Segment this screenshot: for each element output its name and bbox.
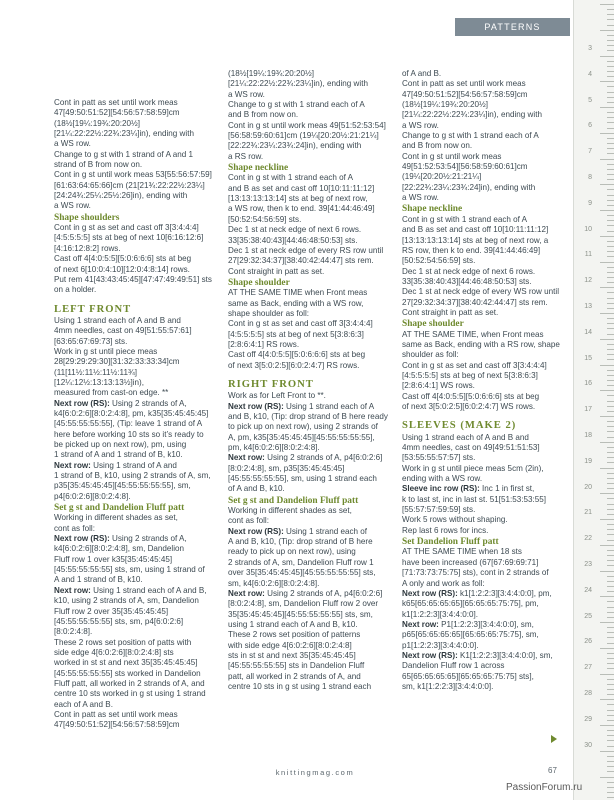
ruler-tick xyxy=(607,560,614,561)
ruler-tick xyxy=(607,9,614,10)
subheading: Shape neckline xyxy=(228,163,289,174)
paragraph: of A and B. xyxy=(402,69,442,78)
ruler-tick xyxy=(600,571,614,572)
row-text: Using 2 strands of A, p4[6:0:2:6] [8:0:2:4:8], sm, p35[35:45:45:45] [45:55:55:55:55], sm, using 1 strand each of A and B, k10. xyxy=(228,453,383,494)
column-2 xyxy=(228,69,394,692)
row-text: Inc 1 in first st, k to last st, inc in last st. 51[51:53:53:55] [55:57:57:59:59] sts. xyxy=(402,484,546,515)
instruction-row xyxy=(402,651,568,692)
ruler-tick xyxy=(607,267,614,268)
ruler-tick xyxy=(607,138,614,139)
section-heading: LEFT FRONT xyxy=(54,303,132,315)
paragraph: Dec 1 st at neck edge of next 6 rows. 33[35:38:40:43][44:46:48:50:53] sts. xyxy=(228,225,362,245)
ruler-number: 13 xyxy=(584,303,592,310)
paragraph: Working in different shades as set, cont as foll: xyxy=(228,506,352,526)
ruler-tick xyxy=(600,493,614,494)
instruction-row xyxy=(228,402,394,454)
row-label: Next row: xyxy=(54,460,91,470)
section-heading: RIGHT FRONT xyxy=(228,378,314,390)
row-label: Next row: xyxy=(402,619,439,629)
paragraph: Cont straight in patt as set. xyxy=(402,307,499,317)
ruler-tick xyxy=(607,576,614,577)
instruction-row xyxy=(54,461,220,502)
ruler-tick xyxy=(607,220,614,221)
ruler-tick xyxy=(600,365,614,366)
instruction-row xyxy=(402,589,568,620)
instruction-row xyxy=(54,399,220,461)
paragraph: AT THE SAME TIME when Front meas same as Back, ending with a WS row, shape shoulder as foll: xyxy=(228,288,368,318)
row-label: Next row (RS): xyxy=(54,398,110,408)
row-label: Sleeve inc row (RS): xyxy=(402,484,480,494)
ruler-tick xyxy=(607,421,614,422)
ruler-number: 8 xyxy=(588,174,592,181)
ruler-number: 4 xyxy=(588,70,592,78)
ruler-tick xyxy=(607,14,614,15)
ruler-number: 14 xyxy=(584,328,592,336)
paragraph: AT THE SAME TIME when 18 sts have been increased (67[67:69:69:71] [71:73:73:75:75] sts), cont in 2 strands of A only and work as foll: xyxy=(402,547,549,588)
ruler-tick xyxy=(607,40,614,41)
subheading: Shape neckline xyxy=(402,204,463,215)
ruler-tick xyxy=(607,318,614,319)
ruler-tick xyxy=(607,756,614,757)
ruler-number: 15 xyxy=(584,354,592,362)
ruler-tick xyxy=(607,462,614,463)
paragraph: Working in different shades as set, cont as foll: xyxy=(54,513,178,533)
ruler-tick xyxy=(607,668,614,669)
continue-arrow-icon xyxy=(551,735,557,743)
ruler-tick xyxy=(607,169,614,170)
ruler-tick xyxy=(607,35,614,36)
instruction-row xyxy=(228,527,394,589)
subheading: Set Dandelion Fluff patt xyxy=(402,537,499,548)
ruler-tick xyxy=(607,256,614,257)
ruler-tick xyxy=(607,143,614,144)
ruler-tick xyxy=(607,797,614,798)
ruler-tick xyxy=(600,725,614,726)
ruler-tick xyxy=(600,236,614,237)
ruler-tick xyxy=(607,395,614,396)
ruler-tick xyxy=(607,375,614,376)
ruler-tick xyxy=(600,210,614,211)
row-label: Next row (RS): xyxy=(228,526,284,536)
ruler-tick xyxy=(600,390,614,391)
ruler-number: 29 xyxy=(584,715,592,723)
ruler-tick xyxy=(600,519,614,520)
ruler-number: 24 xyxy=(584,586,592,594)
section-heading: SLEEVES (MAKE 2) xyxy=(402,420,517,432)
paragraph: Cast off 4[4:0:5:5][5:0:6:6:6] sts at beg of next 3[5:0:2:5][6:0:2:4:7] RS rows. xyxy=(228,350,366,370)
ruler-tick xyxy=(600,751,614,752)
ruler-tick xyxy=(607,359,614,360)
ruler-tick xyxy=(607,488,614,489)
ruler-tick xyxy=(607,164,614,165)
instruction-row xyxy=(402,484,568,515)
ruler-tick xyxy=(607,565,614,566)
row-text: Using 2 strands of A, p4[6:0:2:6] [8:0:2:4:8], sm, Dandelion Fluff row 2 over 35[35:45:45:45][45:55:55:55:55] sts, sm, using 1 strand each of A and B, k10. xyxy=(228,588,383,629)
ruler-tick xyxy=(607,200,614,201)
paragraph: Change to g st with 1 strand each of A and B from now on. xyxy=(228,100,365,120)
ruler-tick xyxy=(607,25,614,26)
ruler-tick xyxy=(607,498,614,499)
ruler-tick xyxy=(600,442,614,443)
ruler-tick xyxy=(607,148,614,149)
ruler-tick xyxy=(607,50,614,51)
ruler-tick xyxy=(607,122,614,123)
ruler-number: 11 xyxy=(584,251,592,259)
paragraph: These 2 rows set position of patts with side edge 4[6:0:2:6][8:0:2:4:8] sts worked in st st and next 35[35:45:45:45] [45:55:55:55:55] sts worked in Dandelion Fluff patt, all worked in 2 strands of A, and centre 10 sts worked in g st using 1 strand each of A and B. xyxy=(54,637,206,709)
column-3 xyxy=(402,69,568,692)
ruler-tick xyxy=(607,277,614,278)
ruler-tick xyxy=(607,792,614,793)
ruler-tick xyxy=(607,452,614,453)
ruler-tick xyxy=(607,658,614,659)
ruler-number: 20 xyxy=(584,483,592,491)
ruler-tick xyxy=(600,30,614,31)
ruler-number: 9 xyxy=(588,199,592,207)
paragraph: Cont in g st until work meas 49[51:52:53:54][56:58:59:60:61]cm (19¼[20:20½:21:21¼] [22:22¾:23¼:23¾:24]in), ending with a WS row. xyxy=(402,151,536,203)
subheading: Shape shoulder xyxy=(402,319,464,330)
ruler-number: 30 xyxy=(584,741,592,749)
paragraph: Work in g st until piece meas 28[29:29:29:30][31:32:33:33:34]cm (11[11½:11½:11½:11¾][12¼:12½:13:13:13½]in), measured from cast-on edge. ** xyxy=(54,346,180,398)
ruler-tick xyxy=(600,545,614,546)
row-label: Next row (RS): xyxy=(402,650,458,660)
ruler-tick xyxy=(607,19,614,20)
ruler-tick xyxy=(607,241,614,242)
ruler-tick xyxy=(607,534,614,535)
ruler-tick xyxy=(607,617,614,618)
ruler-tick xyxy=(600,56,614,57)
row-text: Using 1 strand each of A and B, k10, using 2 strands of A, sm, Dandelion Fluff row 2 over 35[35:45:45:45] [45:55:55:55:55] sts, sm, p4[6:0:2:6] [8:0:2:4:8]. xyxy=(54,585,207,637)
paragraph: Put rem 41[43:43:45:45][47:47:49:49:51] sts on a holder. xyxy=(54,274,212,295)
ruler-tick xyxy=(607,504,614,505)
ruler-tick xyxy=(607,601,614,602)
instruction-row xyxy=(54,534,220,586)
ruler-tick xyxy=(607,514,614,515)
ruler-tick xyxy=(607,457,614,458)
ruler-tick xyxy=(607,540,614,541)
ruler-tick xyxy=(607,643,614,644)
ruler-tick xyxy=(607,653,614,654)
ruler-tick xyxy=(607,612,614,613)
paragraph: Dec 1 st at neck edge of every RS row until 27[29:32:34:37][38:40:42:44:47] sts rem. xyxy=(228,245,384,266)
ruler-tick xyxy=(607,411,614,412)
paragraph: Change to g st with 1 strand each of A and B from now on. xyxy=(402,131,539,151)
paragraph: Cont straight in patt as set. xyxy=(228,266,325,276)
ruler-tick xyxy=(607,380,614,381)
ruler-tick xyxy=(607,787,614,788)
ruler-tick xyxy=(607,61,614,62)
row-label: Next row: xyxy=(228,588,265,598)
ruler-tick xyxy=(607,76,614,77)
ruler-tick xyxy=(600,777,614,778)
ruler-tick xyxy=(607,710,614,711)
ruler-tick xyxy=(607,663,614,664)
ruler-number: 26 xyxy=(584,638,592,646)
ruler-tick xyxy=(607,431,614,432)
ruler-tick xyxy=(607,205,614,206)
ruler-tick xyxy=(600,468,614,469)
ruler-tick xyxy=(607,71,614,72)
ruler-tick xyxy=(607,86,614,87)
instruction-row xyxy=(228,589,394,630)
ruler-tick xyxy=(600,699,614,700)
paragraph: Using 1 strand each of A and B and 4mm needles, cast on 49[51:55:57:61] [63:65:67:69:73] sts. xyxy=(54,315,192,346)
ruler-tick xyxy=(607,292,614,293)
ruler-tick xyxy=(607,684,614,685)
subheading: Set g st and Dandelion Fluff patt xyxy=(228,495,359,506)
ruler-tick xyxy=(607,483,614,484)
ruler-tick xyxy=(607,740,614,741)
paragraph: Cast off 4[4:0:5:5][5:0:6:6:6] sts at beg of next 6[10:0:4:10][12:0:4:8:14] rows. xyxy=(54,254,192,274)
ruler-tick xyxy=(600,184,614,185)
ruler-tick xyxy=(607,607,614,608)
paragraph: Change to g st with 1 strand of A and 1 strand of B from now on. xyxy=(54,149,194,170)
ruler-tick xyxy=(600,596,614,597)
ruler-tick xyxy=(607,581,614,582)
ruler-tick xyxy=(607,102,614,103)
ruler-tick xyxy=(600,133,614,134)
row-text: P1[1:2:2:3][3:4:4:0:0], sm, p65[65:65:65:65][65:65:65:75:75], sm, p1[1:2:2:3][3:4:4:0:0]. xyxy=(402,619,539,650)
ruler-tick xyxy=(600,107,614,108)
paragraph: Cont in g st with 1 strand each of A and B as set and cast off 10[10:11:11:12] [13:13:13:13:14] sts at beg of next row, a RS row, then k to end. 39[41:44:46:49] [50:52:54:56:59] sts. xyxy=(402,214,549,266)
page-number: 67 xyxy=(548,766,557,775)
ruler-tick xyxy=(600,4,614,5)
ruler-number: 22 xyxy=(584,535,592,543)
ruler-tick xyxy=(600,313,614,314)
paragraph: Work in g st until piece meas 5cm (2in), ending with a WS row. xyxy=(402,463,544,484)
ruler-tick xyxy=(607,730,614,731)
ruler-tick xyxy=(607,766,614,767)
ruler-tick xyxy=(607,509,614,510)
paragraph: Cont in g st with 1 strand each of A and B as set and cast off 10[10:11:11:12] [13:13:13:13:14] sts at beg of next row, a WS row, then k to end. 39[41:44:46:49] [50:52:54:56:59] sts. xyxy=(228,173,375,224)
paragraph: Cont in g st as set and cast off 3[3:4:4:4] [4:5:5:5:5] sts at beg of next 5[3:8:6:3] [2:8:6:4:1] WS rows. xyxy=(402,360,547,391)
ruler-tick xyxy=(607,637,614,638)
ruler-tick xyxy=(607,195,614,196)
paragraph: Cont in g st as set and cast off 3[3:4:4:4] [4:5:5:5:5] sts at beg of next 5[3:8:6:3] [2:8:6:4:1] RS rows. xyxy=(228,319,373,349)
watermark: PassionForum.ru xyxy=(506,782,583,793)
ruler-tick xyxy=(607,215,614,216)
ruler-tick xyxy=(600,339,614,340)
row-text: Using 2 strands of A, k4[6:0:2:6][8:0:2:4:8], sm, Dandelion Fluff row 1 over k35[35:45:45:45] [45:55:55:55:55] sts, sm, using 1 strand of A and 1 strand of B, k10. xyxy=(54,534,205,585)
ruler-tick xyxy=(607,473,614,474)
ruler-tick xyxy=(607,344,614,345)
row-label: Next row (RS): xyxy=(402,588,458,598)
ruler-tick xyxy=(607,282,614,283)
ruler-number: 17 xyxy=(584,406,592,414)
ruler-tick xyxy=(607,437,614,438)
ruler-tick xyxy=(600,81,614,82)
row-text: Using 1 strand of A and 1 strand of B, k10, using 2 strands of A, sm, p35[35:45:45:45][45:55:55:55:55], sm, p4[6:0:2:6][8:0:2:4:8]. xyxy=(54,460,211,501)
ruler-number: 21 xyxy=(584,509,592,517)
ruler-tick xyxy=(607,746,614,747)
ruler-tick xyxy=(607,715,614,716)
paragraph: Cast off 4[4:0:5:5][5:0:6:6:6] sts at beg of next 3[5:0:2:5][6:0:2:4:7] WS rows. xyxy=(402,391,540,411)
ruler-number: 3 xyxy=(588,45,592,52)
ruler-number: 6 xyxy=(588,122,592,130)
ruler-tick xyxy=(607,225,614,226)
subheading: Shape shoulders xyxy=(54,212,120,223)
instruction-row xyxy=(402,620,568,651)
ruler-tick xyxy=(607,406,614,407)
ruler-tick xyxy=(607,771,614,772)
ruler-tick xyxy=(607,174,614,175)
ruler-tick xyxy=(607,529,614,530)
row-label: Next row: xyxy=(228,453,265,463)
ruler-tick xyxy=(607,117,614,118)
ruler-tick xyxy=(607,524,614,525)
paragraph: Cont in patt as set until work meas 47[49:50:51:52][54:56:57:58:59]cm (18½[19¼:19¾:20:20½] [21¼:22:22½:22¾:23¼]in), ending with a WS row. xyxy=(402,79,542,130)
ruler-tick xyxy=(607,251,614,252)
ruler-tick xyxy=(607,370,614,371)
ruler-tick xyxy=(607,246,614,247)
ruler-number: 5 xyxy=(588,96,592,104)
ruler-tick xyxy=(607,627,614,628)
ruler-tick xyxy=(607,45,614,46)
ruler-tick xyxy=(607,349,614,350)
paragraph: Work 5 rows without shaping. xyxy=(402,515,508,525)
paragraph: Cont in patt as set until work meas 47[49:50:51:52][54:56:57:58:59]cm xyxy=(54,709,180,730)
ruler-number: 19 xyxy=(584,457,592,465)
ruler-tick xyxy=(607,426,614,427)
paragraph: Cont in g st as set and cast off 3[3:4:4:4] [4:5:5:5:5] sts at beg of next 10[6:16:12:6] [4:16:12:8:2] rows. xyxy=(54,223,204,253)
row-label: Next row (RS): xyxy=(54,534,110,544)
ruler-tick xyxy=(607,153,614,154)
ruler xyxy=(573,0,614,800)
ruler-tick xyxy=(607,189,614,190)
paragraph: Work as for Left Front to **. xyxy=(228,391,326,401)
ruler-number: 23 xyxy=(584,561,592,568)
ruler-tick xyxy=(600,287,614,288)
ruler-number: 25 xyxy=(584,612,592,620)
ruler-tick xyxy=(607,97,614,98)
row-text: Using 1 strand each of A and B, k10, (Tip: drop strand of B here ready to pick up on next row), using 2 strands of A, sm, Dandelion Fluff row 1 over 35[35:45:45:45][45:55:55:55:55] sts, sm, k4[6:0:2:6][8:0:2:4:8]. xyxy=(228,526,376,588)
ruler-tick xyxy=(607,694,614,695)
paragraph: Using 1 strand each of A and B and 4mm needles, cast on 49[49:51:51:53] [53:55:55:57:57] sts. xyxy=(402,432,540,463)
paragraph: Cont in g st until work meas 49[51:52:53:54] [56:58:59:60:61]cm (19¼[20:20½:21:21¼] [22:22¾:23¼:23¾:24]in), ending with a RS row. xyxy=(228,120,386,161)
ruler-tick xyxy=(607,272,614,273)
ruler-tick xyxy=(607,92,614,93)
ruler-tick xyxy=(607,298,614,299)
ruler-number: 18 xyxy=(584,432,592,439)
ruler-tick xyxy=(607,128,614,129)
section-tab: PATTERNS xyxy=(455,18,570,36)
ruler-number: 7 xyxy=(588,148,592,156)
paragraph: Dec 1 st at neck edge of next 6 rows. 33[35:38:40:43][44:46:48:50:53] sts. xyxy=(402,266,536,286)
ruler-number: 27 xyxy=(584,664,592,672)
ruler-tick xyxy=(607,354,614,355)
row-label: Next row: xyxy=(54,585,91,595)
ruler-tick xyxy=(607,308,614,309)
ruler-tick xyxy=(600,674,614,675)
ruler-number: 16 xyxy=(584,380,592,388)
subheading: Set g st and Dandelion Fluff patt xyxy=(54,503,185,514)
ruler-tick xyxy=(607,550,614,551)
instruction-row xyxy=(54,586,220,638)
ruler-tick xyxy=(607,401,614,402)
paragraph: Rep last 6 rows for incs. xyxy=(402,525,489,535)
row-label: Next row (RS): xyxy=(228,401,284,411)
ruler-number: 12 xyxy=(584,277,592,285)
paragraph: Cont in patt as set until work meas 47[49:50:51:52][54:56:57:58:59]cm (18½[19¼:19¾:20:20½] [21¼:22:22½:22¾:23¼]in), ending with a WS row. xyxy=(54,98,194,149)
paragraph: These 2 rows set position of patterns with side edge 4[6:0:2:6][8:0:2:4:8] sts in st st and next 35[35:45:45:45] [45:55:55:55:55] sts in Dandelion Fluff patt, all worked in 2 strands of A, and centre 10 sts in g st using 1 strand each xyxy=(228,630,372,691)
column-1 xyxy=(54,98,220,731)
ruler-tick xyxy=(607,328,614,329)
ruler-tick xyxy=(600,159,614,160)
ruler-tick xyxy=(607,323,614,324)
ruler-tick xyxy=(600,262,614,263)
ruler-tick xyxy=(607,679,614,680)
paragraph: Dec 1 st at neck edge of every WS row until 27[29:32:34:37][38:40:42:44:47] sts rem. xyxy=(402,287,559,307)
ruler-tick xyxy=(607,334,614,335)
paragraph: AT THE SAME TIME, when Front meas same as Back, ending with a RS row, shape shoulder as foll: xyxy=(402,329,560,360)
ruler-tick xyxy=(607,385,614,386)
ruler-tick xyxy=(607,555,614,556)
ruler-number: 10 xyxy=(584,225,592,233)
ruler-tick xyxy=(607,112,614,113)
paragraph: Cont in g st until work meas 53[55:56:57:59] [61:63:64:65:66]cm (21[21¾:22:22½:23¼] [24:24¾:25¼:25½:26]in), ending with a WS row. xyxy=(54,170,212,211)
ruler-tick xyxy=(600,416,614,417)
ruler-tick xyxy=(600,648,614,649)
ruler-tick xyxy=(600,622,614,623)
ruler-tick xyxy=(607,586,614,587)
ruler-tick xyxy=(607,735,614,736)
row-text: K1[1:2:2:3][3:4:4:0:0], sm, Dandelion Fluff row 1 across 65[65:65:65:65][65:65:65:75:75] sts], sm, k1[1:2:2:3][3:4:4:0:0]. xyxy=(402,650,553,691)
ruler-tick xyxy=(607,478,614,479)
ruler-tick xyxy=(607,231,614,232)
subheading: Shape shoulder xyxy=(228,277,290,288)
ruler-tick xyxy=(607,303,614,304)
ruler-tick xyxy=(607,761,614,762)
ruler-tick xyxy=(607,720,614,721)
row-text: k1[1:2:2:3][3:4:4:0:0], pm, k65[65:65:65:65][65:65:65:75:75], pm, k1[1:2:2:3][3:4:4:0:0]. xyxy=(402,588,552,619)
row-text: Using 1 strand each of A and B, k10, (Tip: drop strand of B here ready to pick up on next row), using 2 strands of A, pm, k35[35:45:45:45][45:55:55:55:55], pm, k4[6:0:2:6][8:0:2:4:8]. xyxy=(228,401,388,453)
footer-url: knittingmag.com xyxy=(275,768,355,777)
ruler-tick xyxy=(607,591,614,592)
ruler-tick xyxy=(607,689,614,690)
ruler-tick xyxy=(607,632,614,633)
paragraph: (18½[19¼:19¾:20:20½] [21¼:22:22½:22¾:23¼]in), ending with a WS row. xyxy=(228,69,368,99)
row-text: Using 2 strands of A, k4[6:0:2:6][8:0:2:4:8], pm, k35[35:45:45:45] [45:55:55:55:55], (Tip: leave 1 strand of A here before working 10 sts so it’s ready to be picked up on next row), pm, using 1 strand of A and 1 strand of B, k10. xyxy=(54,398,209,460)
ruler-tick xyxy=(607,782,614,783)
ruler-number: 28 xyxy=(584,690,592,697)
ruler-tick xyxy=(607,179,614,180)
ruler-tick xyxy=(607,66,614,67)
ruler-tick xyxy=(607,704,614,705)
instruction-row xyxy=(228,453,394,494)
ruler-tick xyxy=(607,447,614,448)
